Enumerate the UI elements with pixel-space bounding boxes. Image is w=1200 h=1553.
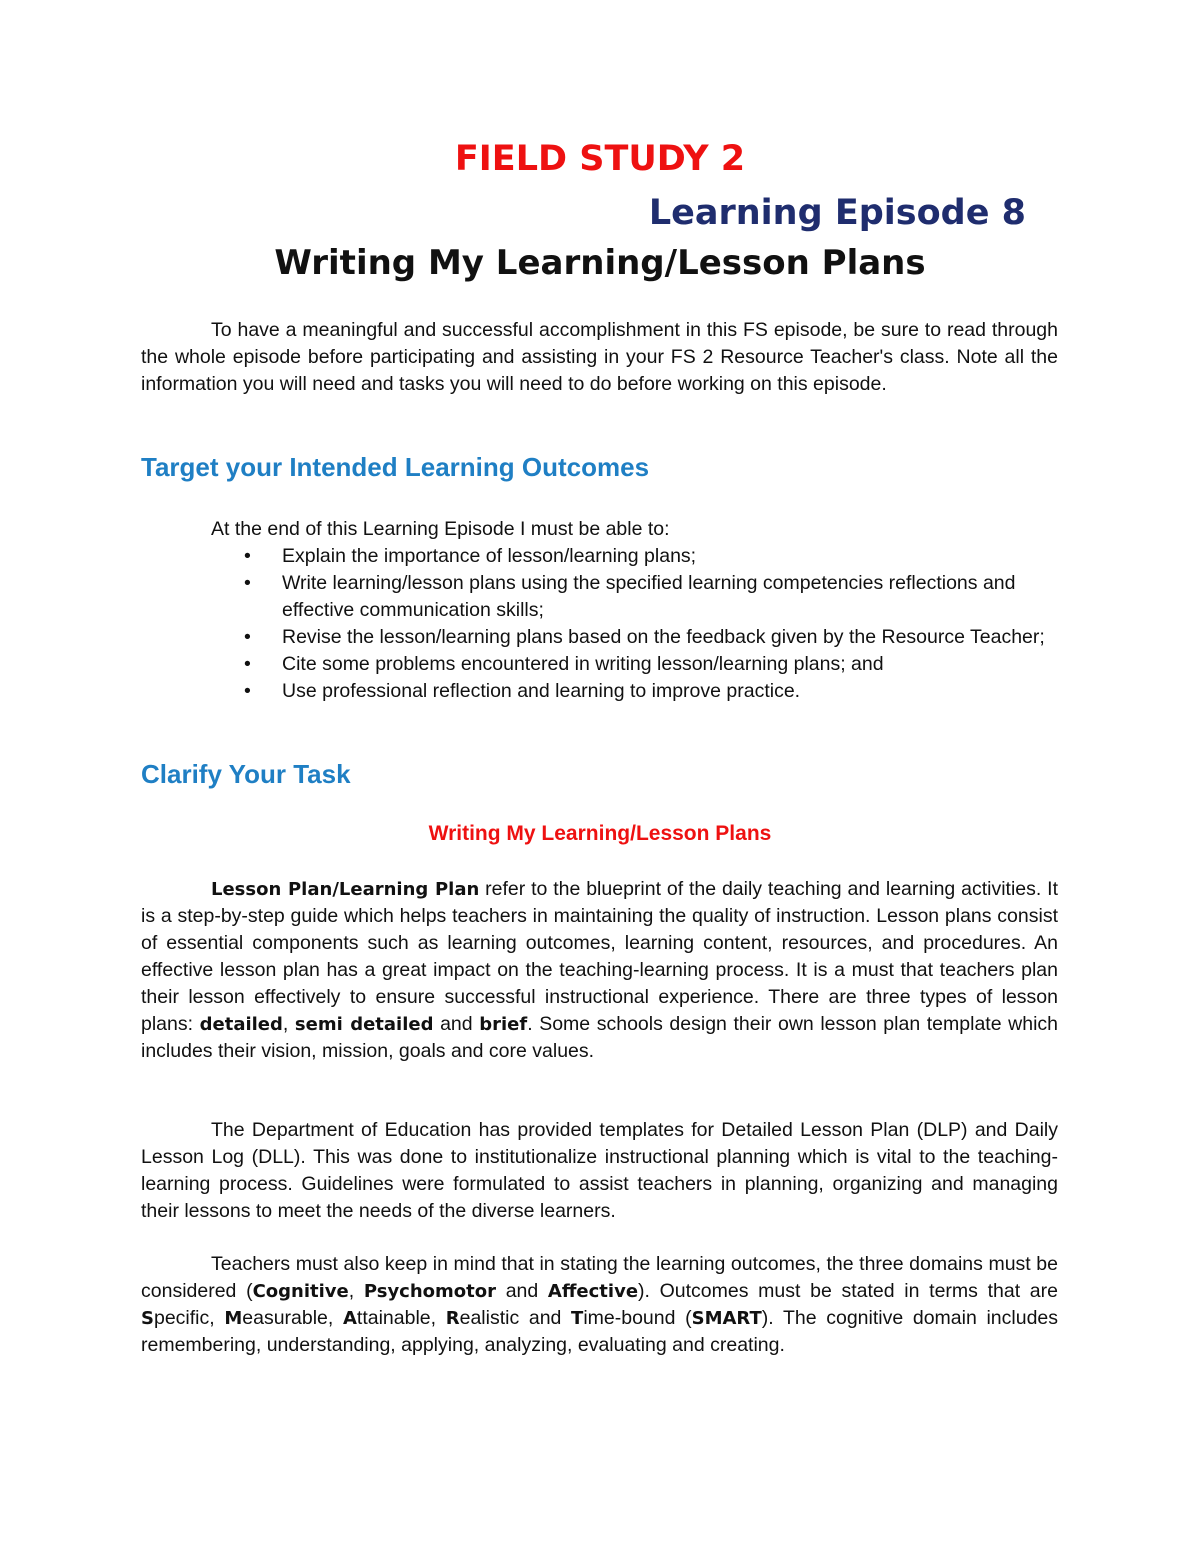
smart-letter-s: S	[141, 1308, 154, 1329]
task-heading: Clarify Your Task	[141, 759, 351, 789]
separator: and	[496, 1280, 548, 1302]
list-item: • Use professional reflection and learning to improve practice.	[211, 678, 1058, 705]
intro-paragraph: To have a meaningful and successful accomplishment in this FS episode, be sure to read through the whole episode before participating and assisting in your FS 2 Resource Teacher's class. Note all the information you will need and tasks you will need to do before working on this episode.	[141, 319, 1058, 395]
smart-acronym: SMART	[691, 1308, 762, 1329]
type-detailed: detailed	[199, 1014, 283, 1035]
outcomes-lead: At the end of this Learning Episode I must be able to:	[211, 518, 670, 540]
smart-word: ttainable,	[356, 1307, 446, 1329]
domain-cognitive: Cognitive	[252, 1281, 349, 1302]
lesson-plan-text-end: . Some schools design their own lesson plan template which includes their vision, mission, goals and core values.	[141, 1013, 1058, 1062]
separator: and	[433, 1013, 480, 1035]
deped-paragraph: The Department of Education has provided templates for Detailed Lesson Plan (DLP) and Daily Lesson Log (DLL). This was done to institutionalize instructional planning which is vital to the teaching-learning process. Guidelines were formulated to assist teachers in planning, organizing and managing their lessons to meet the needs of the diverse learners.	[141, 1119, 1058, 1222]
lesson-plan-term: Lesson Plan/Learning Plan	[211, 879, 480, 900]
domain-psychomotor: Psychomotor	[363, 1281, 497, 1302]
lesson-plan-paragraph	[141, 876, 1058, 1065]
list-item: • Revise the lesson/learning plans based on the feedback given by the Resource Teacher;	[211, 624, 1058, 651]
lesson-plan-text: refer to the blueprint of the daily teaching and learning activities. It is a step-by-step guide which helps teachers in maintaining the quality of instruction. Lesson plans consist of essential components such as learning outcomes, learning content, resources, and procedures. An effective lesson plan has a great impact on the teaching-learning process. It is a must that teachers plan their lesson effectively to ensure successful instructional experience. There are three types of lesson plans:	[141, 878, 1058, 1035]
domains-text: Teachers must also keep in mind that in stating the learning outcomes, the three domains must be considered (	[141, 1253, 1058, 1302]
domains-text-end: ). The cognitive domain includes remembering, understanding, applying, analyzing, evaluating and creating.	[141, 1307, 1059, 1356]
outcomes-heading: Target your Intended Learning Outcomes	[141, 452, 650, 482]
domains-text: ). Outcomes must be stated in terms that are	[638, 1280, 1058, 1302]
type-semi-detailed: semi detailed	[294, 1014, 434, 1035]
separator: ,	[348, 1280, 364, 1302]
domain-affective: Affective	[547, 1281, 639, 1302]
smart-letter-m: M	[224, 1308, 243, 1329]
episode-title: Learning Episode 8	[648, 193, 1026, 233]
smart-letter-t: T	[571, 1308, 584, 1329]
domains-paragraph	[141, 1251, 1058, 1359]
list-item: • Cite some problems encountered in writing lesson/learning plans; and	[211, 651, 1058, 678]
separator: ,	[282, 1013, 295, 1035]
smart-word: ealistic and	[459, 1307, 572, 1329]
list-item: • Write learning/lesson plans using the specified learning competencies reflections and effective communication skills;	[211, 570, 1058, 624]
list-item: • Explain the importance of lesson/learning plans;	[211, 543, 1058, 570]
smart-word: ime-bound (	[583, 1307, 692, 1329]
smart-word: easurable,	[242, 1307, 343, 1329]
type-brief: brief	[479, 1014, 528, 1035]
task-subheading: Writing My Learning/Lesson Plans	[428, 822, 772, 845]
smart-word: pecific,	[153, 1307, 225, 1329]
smart-letter-a: A	[342, 1308, 357, 1329]
course-title: FIELD STUDY 2	[454, 139, 746, 179]
smart-letter-r: R	[445, 1308, 460, 1329]
page-title: Writing My Learning/Lesson Plans	[274, 243, 926, 283]
outcomes-list	[211, 543, 1058, 705]
